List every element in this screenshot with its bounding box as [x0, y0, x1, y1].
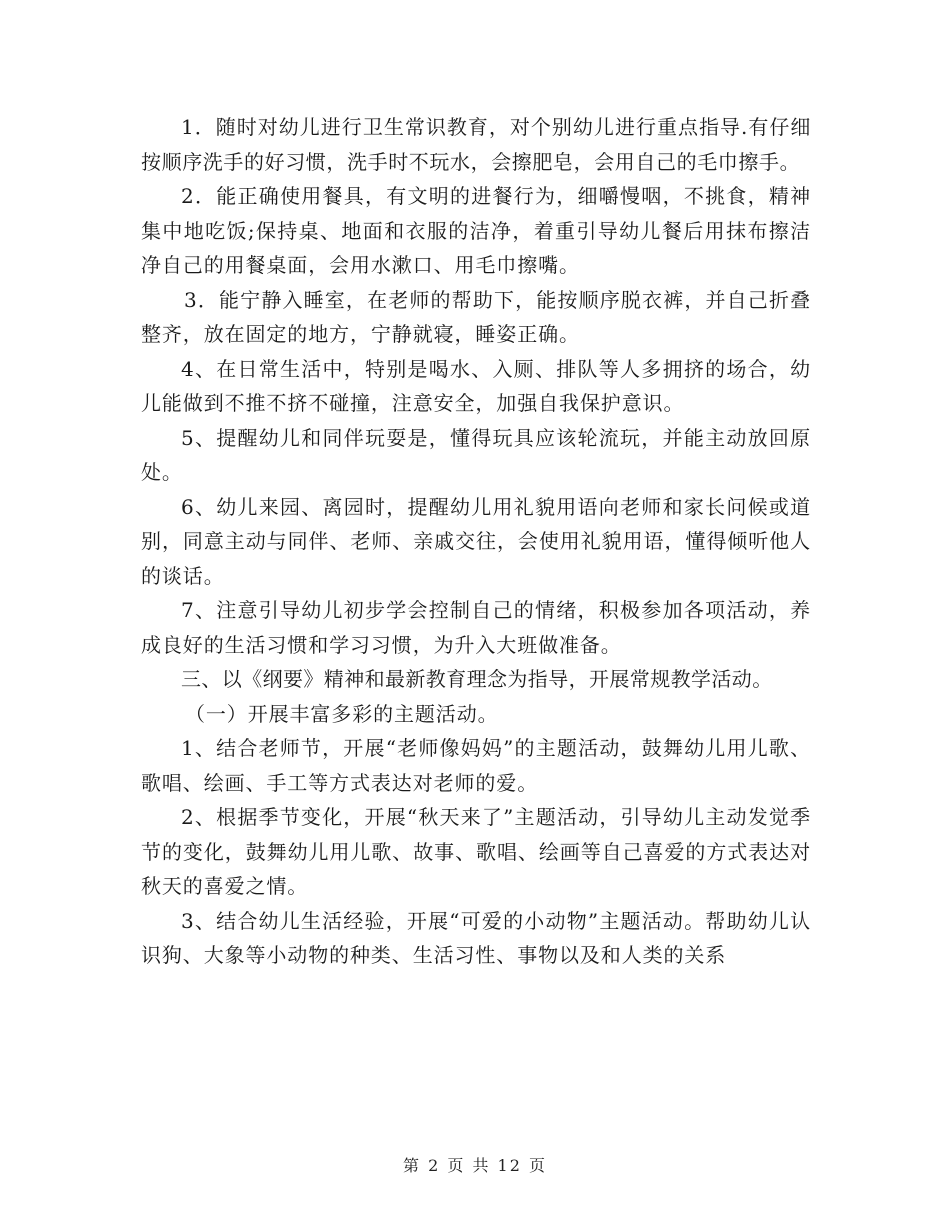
paragraph-toy-sharing: 5、提醒幼儿和同伴玩耍是，懂得玩具应该轮流玩，并能主动放回原处。	[141, 425, 811, 484]
paragraph-hygiene-education: 1．随时对幼儿进行卫生常识教育，对个别幼儿进行重点指导.有仔细按顺序洗手的好习惯，洗手时不玩水，会擦肥皂，会用自己的毛巾擦手。	[141, 115, 811, 174]
paragraph-daily-safety: 4、在日常生活中，特别是喝水、入厕、排队等人多拥挤的场合，幼儿能做到不推不挤不碰撞，注意安全，加强自我保护意识。	[141, 356, 811, 415]
section-heading-teaching: 三、以《纲要》精神和最新教育理念为指导，开展常规教学活动。	[181, 667, 773, 691]
paragraph-dining-habits: 2．能正确使用餐具，有文明的进餐行为，细嚼慢咽，不挑食，精神集中地吃饭;保持桌、地面和衣服的洁净，着重引导幼儿餐后用抹布擦洁净自己的用餐桌面，会用水漱口、用毛巾擦嘴。	[141, 184, 811, 277]
subsection-heading-themes: （一）开展丰富多彩的主题活动。	[185, 701, 499, 726]
paragraph-emotion-control: 7、注意引导幼儿初步学会控制自己的情绪，积极参加各项活动，养成良好的生活习惯和学习习惯，为升入大班做准备。	[141, 598, 811, 657]
paragraph-autumn-theme: 2、根据季节变化，开展“秋天来了”主题活动，引导幼儿主动发觉季节的变化，鼓舞幼儿用儿歌、故事、歌唱、绘画等自己喜爱的方式表达对秋天的喜爱之情。	[141, 805, 811, 898]
paragraph-teachers-day: 1、结合老师节，开展“老师像妈妈”的主题活动，鼓舞幼儿用儿歌、歌唱、绘画、手工等方式表达对老师的爱。	[141, 736, 811, 795]
paragraph-animals-theme: 3、结合幼儿生活经验，开展“可爱的小动物”主题活动。帮助幼儿认识狗、大象等小动物的种类、生活习性、事物以及和人类的关系	[141, 908, 811, 967]
document-body	[141, 110, 811, 973]
paragraph-nap-routine: 3．能宁静入睡室，在老师的帮助下，能按顺序脱衣裤，并自己折叠整齐，放在固定的地方，宁静就寝，睡姿正确。	[141, 287, 811, 346]
paragraph-politeness: 6、幼儿来园、离园时，提醒幼儿用礼貌用语向老师和家长问候或道别，同意主动与同伴、老师、亲戚交往，会使用礼貌用语，懂得倾听他人的谈话。	[141, 494, 811, 588]
page-number-footer: 第 2 页 共 12 页	[403, 1156, 547, 1175]
